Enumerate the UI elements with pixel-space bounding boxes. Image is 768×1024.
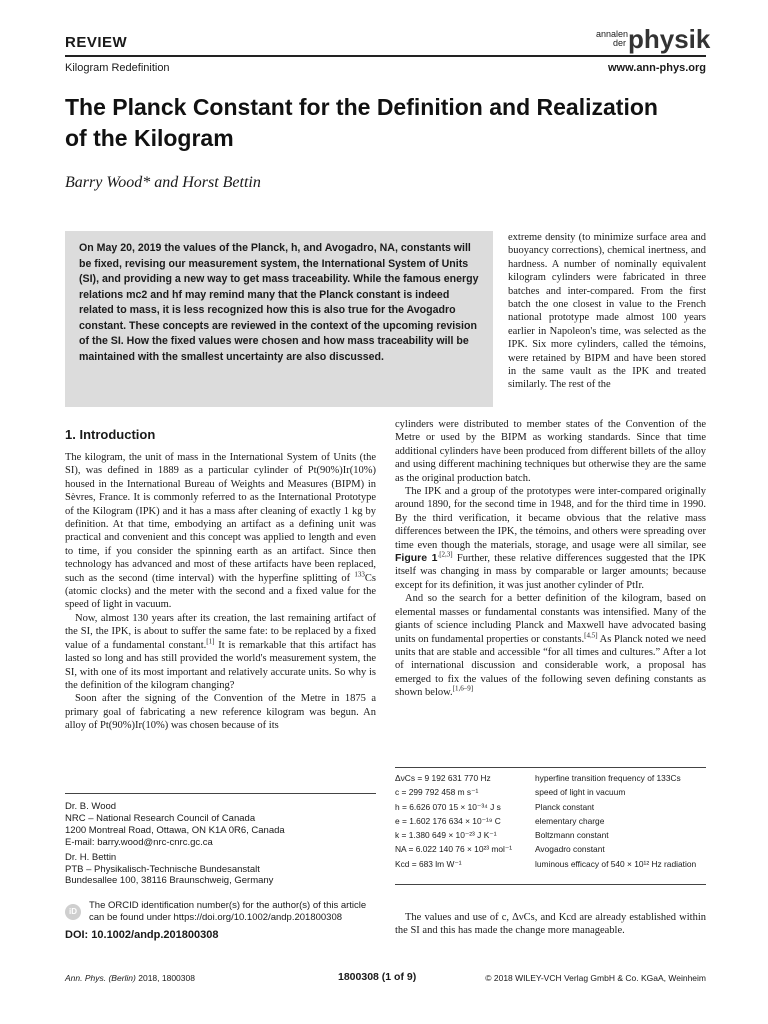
constant-description: Avogadro constant (535, 844, 605, 855)
article-category: Kilogram Redefinition (65, 62, 170, 74)
constant-value: e = 1.602 176 634 × 10⁻¹⁹ C (395, 815, 501, 826)
journal-logo[interactable] (596, 24, 711, 58)
doi-link[interactable]: DOI: 10.1002/andp.201800308 (65, 929, 219, 941)
table-row (395, 785, 706, 799)
paragraph: Now, almost 130 years after its creation, the last remaining artifact of the SI, the IPK, is about to suffer the same fate: to be replaced by a fixed value of a fundamental constant.[1] It is remarkable that this artifact has lasted so long and has still provided the world's measurement system, the SI, with one of its most important and relatively accurate units. So why is the definition of the kilogram changing? (65, 612, 376, 691)
paragraph: And so the search for a better definition of the kilogram, based on elemental masses or fundamental constants was intensified. Many of the giants of science including Planck and Maxwell have advocated basing units on fundamental properties or constants.[4,5] As Planck noted we need units that are stable and accessible “for all times and cultures.” After a lot of international discussion and considerable work, a proposal has emerged to fix the values of the following seven defining constants as shown below.[1,6–9] (395, 593, 706, 699)
constant-description: hyperfine transition frequency of 133Cs (535, 773, 681, 783)
constant-value: Kcd = 683 lm W⁻¹ (395, 858, 462, 869)
table-row (395, 857, 706, 871)
constant-value: ΔνCs = 9 192 631 770 Hz (395, 773, 491, 783)
affiliation-line: PTB – Physikalisch-Technische Bundesanstalt (65, 863, 260, 875)
constant-value: h = 6.626 070 15 × 10⁻³⁴ J s (395, 801, 501, 812)
affiliation-line: Dr. B. Wood (65, 801, 117, 812)
table-row (395, 842, 706, 856)
table-row (395, 814, 706, 828)
abstract-box (65, 231, 493, 407)
constant-description: luminous efficacy of 540 × 10¹² Hz radiation (535, 858, 697, 869)
affiliation-line: 1200 Montreal Road, Ottawa, ON K1A 0R6, Canada (65, 824, 285, 836)
affiliations (65, 801, 376, 887)
constants-table (395, 771, 706, 871)
section-heading: 1. Introduction (65, 427, 156, 442)
paragraph: The IPK and a group of the prototypes were inter-compared originally around 1890, for the second time in 1948, and for the third time in 1990. By the third verification, it became obvious that the relative mass differences between the IPK, the témoins, and others were spreading over time even though the materials, storage, and usage were all similar, see Figure $1^{.[2,3]}$ Further, these relative differences suggested that the IPK itself was changing in mass by comparable or larger amounts; because except for its definition, it was just another cylinder of PtIr. (395, 486, 707, 591)
constant-description: elementary charge (535, 815, 605, 826)
table-row (395, 800, 706, 814)
constant-description: speed of light in vacuum (535, 787, 626, 798)
footer-citation: Ann. Phys. (Berlin) 2018, 1800308 (65, 973, 195, 983)
paragraph: Soon after the signing of the Convention of the Metre in 1875 a primary goal of fabricating a new reference kilogram was begun. An alloy of Pt(90%)Ir(10%) was chosen because of its (65, 693, 376, 732)
constant-value: NA = 6.022 140 76 × 10²³ mol⁻¹ (395, 844, 513, 855)
affiliation-line: Dr. H. Bettin (65, 851, 117, 863)
constant-value: c = 299 792 458 m s⁻¹ (395, 787, 479, 798)
article-authors: Barry Wood* and Horst Bettin (65, 174, 261, 191)
constant-value: k = 1.380 649 × 10⁻²³ J K⁻¹ (395, 830, 497, 841)
paragraph: The kilogram, the unit of mass in the International System of Units (the SI), was defined in 1889 as a particular cylinder of Pt(90%)Ir(10%) housed in the International Bureau of Weights and Measures (BIPM) in Sèvres, France. It is commonly referred to as the International Prototype of the Kilogram (IPK) and it has a mass after cleaning of exactly 1 kg by definition. At that time, embodying an artifact as a defining unit was practical and convenient and this concept was applied to length and even to time, if you consider the spinning earth as an artifact. Since then technology has advanced and most of these artifacts have been replaced, such as the second (time interval) with the hyperfine splitting of $^{133}$Cs (atomic clocks) and the meter with the second and a fixed value for the speed of light in vacuum. (65, 452, 376, 611)
right-column (395, 418, 706, 700)
article-title: The Planck Constant for the Definition and Realization of the Kilogram (65, 94, 658, 151)
right-column-top (508, 231, 706, 392)
reference-link[interactable]: [4,5] (584, 631, 598, 639)
closing-paragraph (395, 911, 706, 938)
paragraph: cylinders were distributed to member states of the Convention of the Metre or used by the BIPM as working standards. Since that time additional cylinders have been produced from different billets of the alloy and using different machining techniques but otherwise they are the same as the original production batch. (395, 419, 706, 484)
email-link[interactable]: E-mail: barry.wood@nrc-cnrc.gc.ca (65, 836, 213, 848)
figure-link[interactable]: Figure 1 (395, 552, 438, 565)
constants-table-bottom-rule (395, 884, 706, 885)
affiliation-line: Bundesallee 100, 38116 Braunschweig, Germany (65, 875, 274, 887)
page-number: 1800308 (1 of 9) (338, 971, 417, 983)
reference-link[interactable]: .[2,3] (437, 550, 453, 559)
table-row (395, 828, 706, 842)
reference-link[interactable]: [1,6–9] (452, 684, 474, 693)
section-label: REVIEW (65, 34, 128, 51)
table-row (395, 771, 706, 785)
journal-logo-text: physik (628, 24, 711, 54)
journal-url-link[interactable]: www.ann-phys.org (608, 62, 706, 74)
abstract-text: On May 20, 2019 the values of the Planck, h, and Avogadro, NA, constants will be fixed, revising our measurement system, the International System of Units (SI), and providing a new way to get mass traceability. While the famous energy relations mc2 and hf may remind many that the Planck constant is indeed related to mass, it is less recognized how this is also true for the Avogadro constant. These concepts are reviewed in the context of the upcoming revision of the SI. How the fixed values were chosen and how mass traceability will be maintained with the smallest uncertainty are also discussed. (79, 242, 479, 363)
reference-link[interactable]: [1] (206, 637, 215, 646)
footer-copyright: © 2018 WILEY-VCH Verlag GmbH & Co. KGaA, Weinheim (485, 973, 706, 983)
orcid-text[interactable]: The ORCID identification number(s) for the author(s) of this article can be found under https://doi.org/10.1002/andp.201800308 (89, 900, 367, 923)
constant-description: Planck constant (535, 801, 595, 812)
orcid-icon[interactable]: iD (65, 904, 81, 920)
footnote-rule (65, 793, 376, 794)
paragraph: extreme density (to minimize surface area and buoyancy corrections), chemical inertness, and hardness. A number of nominally equivalent kilogram cylinders were fabricated in three batches and inter-compared. From the first batch the one closest in value to the French national prototype made almost 100 years earlier in Napoleon's time, was selected as the IPK. Six more cylinders, called the témoins, were retained by BIPM and have been stored in the same vault as the IPK and treated similarly. The rest of the (508, 232, 706, 391)
left-column (65, 451, 376, 733)
paragraph: The values and use of c, ΔνCs, and Kcd are already established within the SI and this has made the change more manageable. (395, 912, 706, 937)
journal-logo-small: annalen der (596, 29, 629, 48)
affiliation-line: NRC – National Research Council of Canada (65, 812, 256, 824)
constant-description: Boltzmann constant (535, 830, 609, 841)
constants-table-top-rule (395, 767, 706, 768)
